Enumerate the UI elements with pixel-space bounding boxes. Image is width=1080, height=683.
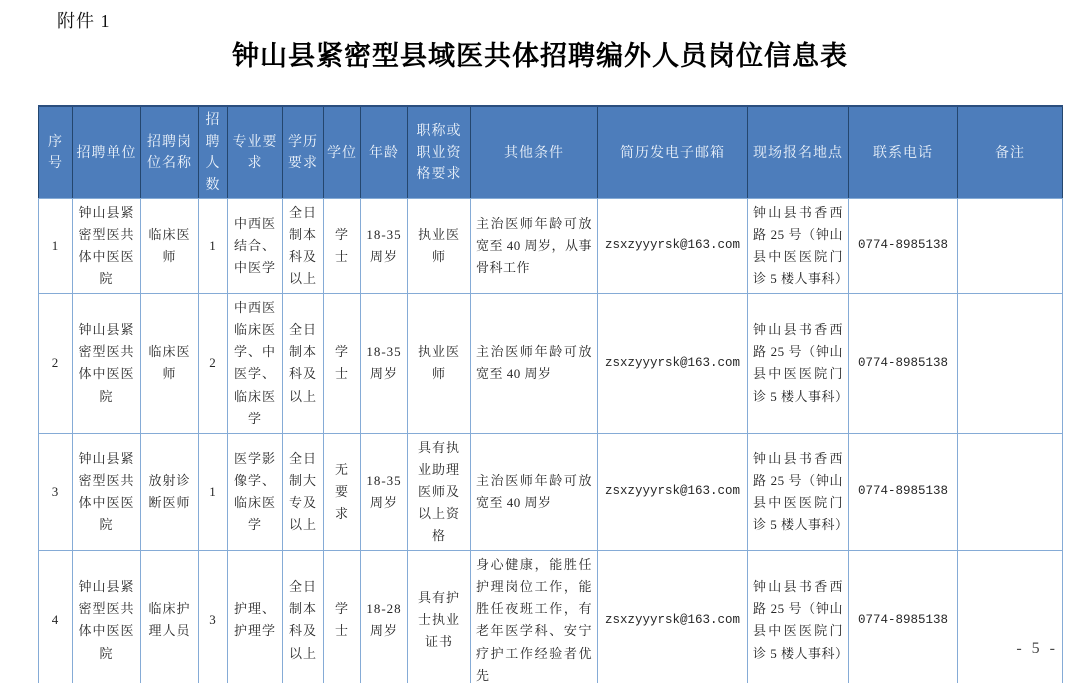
- cell-email: zsxzyyyrsk@163.com: [598, 551, 748, 683]
- cell-education: 全日制本科及以上: [283, 551, 324, 683]
- col-header-remark: 备注: [958, 106, 1063, 198]
- cell-qualification: 执业医师: [408, 198, 471, 293]
- col-header-degree: 学位: [324, 106, 361, 198]
- col-header-position: 招聘岗位名称: [141, 106, 199, 198]
- col-header-headcount: 招聘人数: [199, 106, 228, 198]
- cell-other: 身心健康，能胜任护理岗位工作，能胜任夜班工作，有老年医学科、安宁疗护工作经验者优先: [471, 551, 598, 683]
- cell-seq: 3: [39, 433, 73, 550]
- attachment-label: 附件 1: [57, 11, 111, 31]
- col-header-seq: 序号: [39, 106, 73, 198]
- cell-signup-place: 钟山县书香西路 25 号（钟山县中医医院门诊 5 楼人事科）: [748, 551, 849, 683]
- cell-position: 临床医师: [141, 294, 199, 434]
- cell-position: 临床医师: [141, 198, 199, 293]
- cell-headcount: 3: [199, 551, 228, 683]
- cell-seq: 2: [39, 294, 73, 434]
- cell-email: zsxzyyyrsk@163.com: [598, 198, 748, 293]
- cell-age: 18-35 周岁: [361, 198, 408, 293]
- col-header-age: 年龄: [361, 106, 408, 198]
- cell-age: 18-35 周岁: [361, 294, 408, 434]
- cell-phone: 0774-8985138: [849, 551, 958, 683]
- job-info-table: [38, 105, 1063, 683]
- cell-signup-place: 钟山县书香西路 25 号（钟山县中医医院门诊 5 楼人事科）: [748, 433, 849, 550]
- cell-education: 全日制大专及以上: [283, 433, 324, 550]
- cell-education: 全日制本科及以上: [283, 198, 324, 293]
- cell-employer: 钟山县紧密型医共体中医医院: [73, 551, 141, 683]
- col-header-education: 学历要求: [283, 106, 324, 198]
- cell-major: 护理、护理学: [228, 551, 283, 683]
- table-header-row: [39, 106, 1063, 198]
- cell-remark: [958, 551, 1063, 683]
- cell-position: 临床护理人员: [141, 551, 199, 683]
- cell-qualification: 具有执业助理医师及以上资格: [408, 433, 471, 550]
- col-header-email: 简历发电子邮箱: [598, 106, 748, 198]
- cell-education: 全日制本科及以上: [283, 294, 324, 434]
- cell-employer: 钟山县紧密型医共体中医医院: [73, 198, 141, 293]
- cell-phone: 0774-8985138: [849, 433, 958, 550]
- cell-remark: [958, 294, 1063, 434]
- cell-degree: 学士: [324, 198, 361, 293]
- table-row: [39, 198, 1063, 293]
- cell-major: 中西医临床医学、中医学、临床医学: [228, 294, 283, 434]
- cell-employer: 钟山县紧密型医共体中医医院: [73, 294, 141, 434]
- col-header-phone: 联系电话: [849, 106, 958, 198]
- cell-seq: 4: [39, 551, 73, 683]
- cell-major: 中西医结合、中医学: [228, 198, 283, 293]
- cell-email: zsxzyyyrsk@163.com: [598, 433, 748, 550]
- cell-signup-place: 钟山县书香西路 25 号（钟山县中医医院门诊 5 楼人事科）: [748, 294, 849, 434]
- cell-signup-place: 钟山县书香西路 25 号（钟山县中医医院门诊 5 楼人事科）: [748, 198, 849, 293]
- table-row: [39, 433, 1063, 550]
- cell-phone: 0774-8985138: [849, 198, 958, 293]
- table-row: [39, 294, 1063, 434]
- cell-employer: 钟山县紧密型医共体中医医院: [73, 433, 141, 550]
- cell-other: 主治医师年龄可放宽至 40 周岁，从事骨科工作: [471, 198, 598, 293]
- cell-degree: 无要求: [324, 433, 361, 550]
- page-number: - 5 -: [1016, 640, 1058, 657]
- cell-phone: 0774-8985138: [849, 294, 958, 434]
- col-header-major: 专业要求: [228, 106, 283, 198]
- cell-headcount: 1: [199, 198, 228, 293]
- col-header-signup-place: 现场报名地点: [748, 106, 849, 198]
- cell-seq: 1: [39, 198, 73, 293]
- col-header-other: 其他条件: [471, 106, 598, 198]
- page-title: 钟山县紧密型县域医共体招聘编外人员岗位信息表: [232, 41, 848, 71]
- cell-age: 18-28 周岁: [361, 551, 408, 683]
- cell-degree: 学士: [324, 551, 361, 683]
- col-header-employer: 招聘单位: [73, 106, 141, 198]
- cell-other: 主治医师年龄可放宽至 40 周岁: [471, 433, 598, 550]
- cell-headcount: 2: [199, 294, 228, 434]
- cell-major: 医学影像学、临床医学: [228, 433, 283, 550]
- cell-age: 18-35 周岁: [361, 433, 408, 550]
- cell-remark: [958, 198, 1063, 293]
- cell-email: zsxzyyyrsk@163.com: [598, 294, 748, 434]
- table-row: [39, 551, 1063, 683]
- cell-position: 放射诊断医师: [141, 433, 199, 550]
- cell-degree: 学士: [324, 294, 361, 434]
- cell-other: 主治医师年龄可放宽至 40 周岁: [471, 294, 598, 434]
- cell-qualification: 具有护士执业证书: [408, 551, 471, 683]
- cell-remark: [958, 433, 1063, 550]
- cell-headcount: 1: [199, 433, 228, 550]
- col-header-qualification: 职称或职业资格要求: [408, 106, 471, 198]
- cell-qualification: 执业医师: [408, 294, 471, 434]
